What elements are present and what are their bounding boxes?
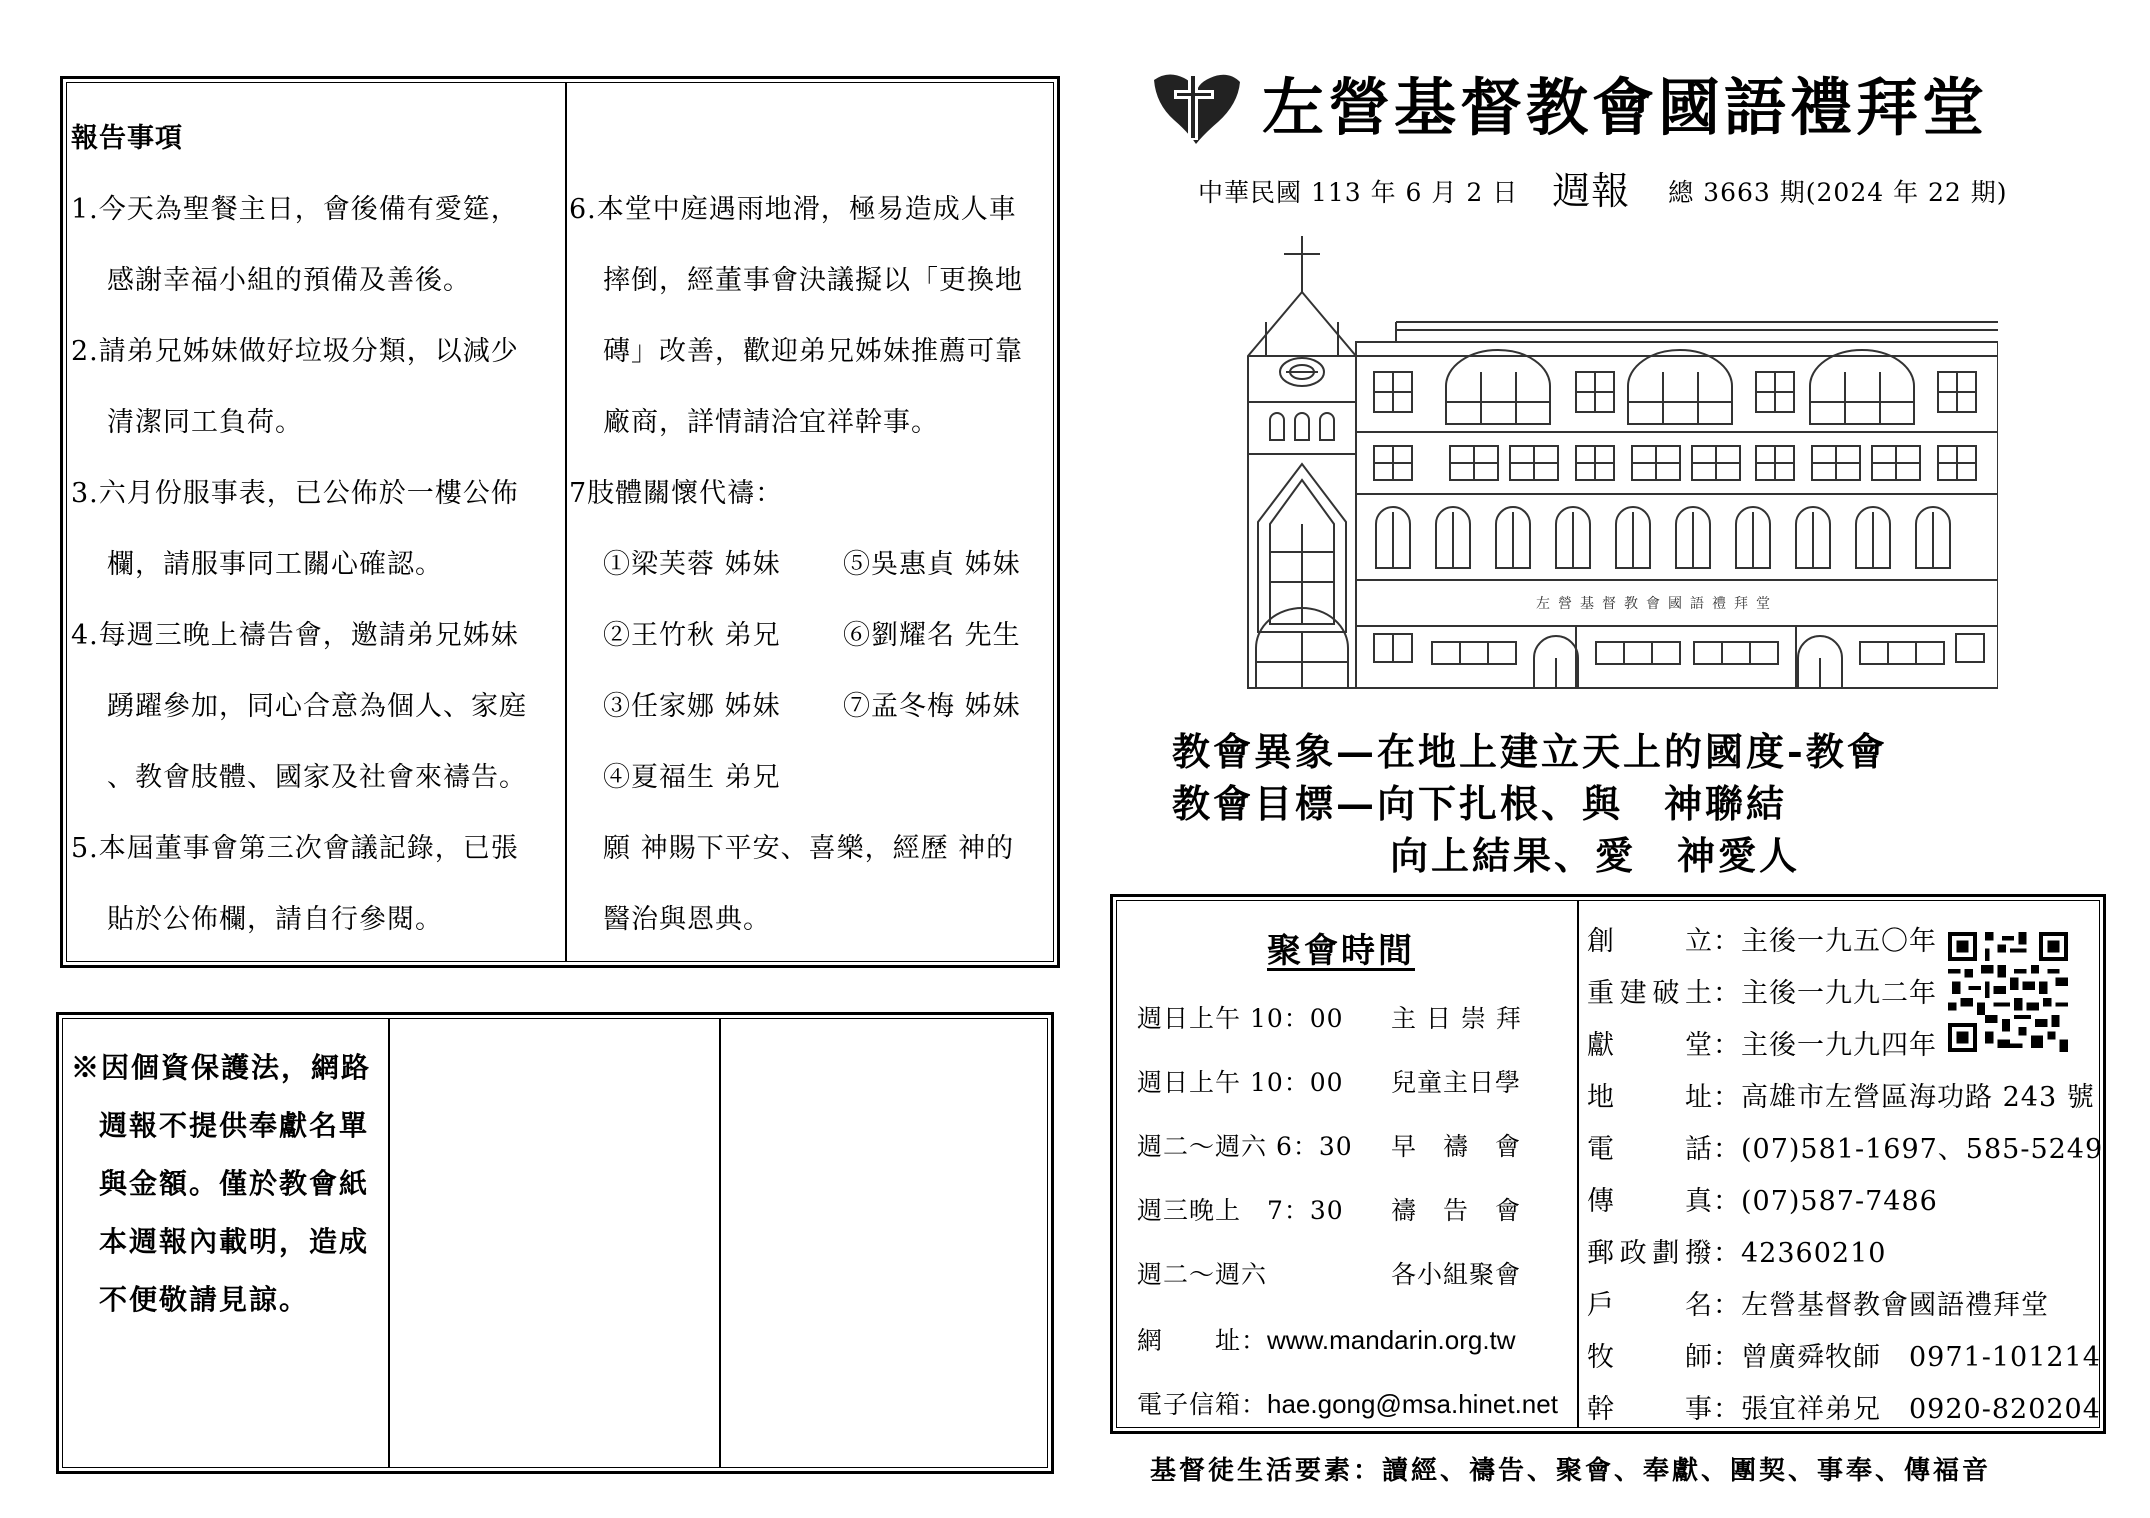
fact-label: 地址: [1587, 1082, 1713, 1113]
announcement-line: 3.六月份服事表，已公佈於一樓公佈: [71, 478, 519, 509]
announcement-line: 2.請弟兄姊妹做好垃圾分類，以減少: [71, 336, 519, 367]
fact-row: [1587, 1075, 2095, 1114]
announcement-line: 摔倒，經董事會決議擬以「更換地: [603, 265, 1023, 296]
meeting-row: [1137, 1191, 1521, 1227]
building-sign: 左營基督教會國語禮拜堂: [1536, 596, 1778, 612]
fact-row: [1587, 971, 1937, 1010]
christian-life-footer: 基督徒生活要素：讀經、禱告、聚會、奉獻、團契、事奉、傳福音: [1150, 1456, 1992, 1486]
meeting-row: [1137, 999, 1522, 1035]
prayer-name: ③任家娜 姊妹: [603, 691, 781, 722]
announcement-line: 、教會肢體、國家及社會來禱告。: [107, 762, 527, 793]
meeting-time: 週日上午 10：00: [1137, 1068, 1344, 1097]
prayer-name: ①梁芙蓉 姊妹: [603, 549, 781, 580]
fact-value: ：(07)581-1697、585-5249: [1713, 1134, 2104, 1165]
announcement-line: 4.每週三晚上禱告會，邀請弟兄姊妹: [71, 620, 519, 651]
vision-line: 教會異象—在地上建立天上的國度-教會: [1172, 729, 1888, 774]
fact-label: 幹事: [1587, 1394, 1713, 1425]
column-divider: [719, 1019, 721, 1467]
announcement-line: 7肢體關懷代禱：: [569, 478, 784, 509]
fact-row: [1587, 1387, 2101, 1426]
fact-value: ：主後一九九四年: [1713, 1030, 1937, 1061]
church-vision: [1172, 726, 1888, 882]
notice-line: 本週報內載明，造成: [99, 1225, 370, 1258]
church-logo-icon: [1148, 66, 1244, 146]
email-row: [1137, 1385, 1558, 1421]
fact-value: ：張宜祥弟兄 0920-820204: [1713, 1394, 2101, 1425]
prayer-row: [569, 600, 1023, 671]
prayer-row: [569, 529, 1023, 600]
fact-value: ：42360210: [1713, 1238, 1887, 1269]
column-divider: [388, 1019, 390, 1467]
email-link[interactable]: hae.gong@msa.hinet.net: [1267, 1389, 1558, 1419]
announcement-line: 踴躍參加，同心合意為個人、家庭: [107, 691, 527, 722]
announcement-line: 醫治與恩典。: [603, 904, 771, 935]
fact-value: ：左營基督教會國語禮拜堂: [1713, 1290, 2049, 1321]
column-divider: [565, 83, 567, 961]
fact-label: 牧師: [1587, 1342, 1713, 1373]
announcements-right-column: [569, 174, 1023, 955]
meeting-time: 週二～週六: [1137, 1260, 1268, 1289]
announcement-line: 廠商，詳情請洽宜祥幹事。: [603, 407, 939, 438]
prayer-name: ⑦孟冬梅 姊妹: [843, 691, 1021, 722]
meeting-row: [1137, 1127, 1521, 1163]
meeting-time: 週二～週六 6：30: [1137, 1132, 1353, 1161]
meeting-name: 兒童主日學: [1391, 1068, 1522, 1097]
meeting-name: 禱 告 會: [1391, 1196, 1522, 1225]
qr-code-icon[interactable]: [1948, 932, 2068, 1052]
fact-label: 創立: [1587, 926, 1713, 957]
bulletin-issue: 總 3663 期(2024 年 22 期): [1668, 178, 2008, 207]
bulletin-label: 週報: [1552, 169, 1631, 213]
church-title: 左營基督教會國語禮拜堂: [1262, 71, 1989, 144]
announcement-line: 1.今天為聖餐主日，會後備有愛筵，: [71, 194, 519, 225]
fact-row: [1587, 1023, 1937, 1062]
fact-label: 戶名: [1587, 1290, 1713, 1321]
meeting-name: 各小組聚會: [1391, 1260, 1522, 1289]
notice-line: 與金額。僅於教會紙: [99, 1167, 370, 1200]
fact-label: 電話: [1587, 1134, 1713, 1165]
website-label: 網 址：: [1137, 1326, 1268, 1355]
prayer-name: ⑥劉耀名 先生: [843, 620, 1021, 651]
meeting-times-title: 聚會時間: [1267, 931, 1415, 971]
fact-value: ：主後一九九二年: [1713, 978, 1937, 1009]
meeting-time: 週三晚上 7：30: [1137, 1196, 1344, 1225]
meeting-name: 主 日 崇 拜: [1391, 1004, 1522, 1033]
notice-line: 週報不提供奉獻名單: [99, 1109, 370, 1142]
email-label: 電子信箱：: [1137, 1390, 1268, 1419]
fact-row: [1587, 919, 1937, 958]
announcement-line: 5.本屆董事會第三次會議記錄，已張: [71, 833, 519, 864]
announcement-line: 感謝幸福小組的預備及善後。: [107, 265, 471, 296]
fact-label: 重建破土: [1587, 978, 1713, 1009]
meeting-row: [1137, 1255, 1521, 1291]
fact-row: [1587, 1335, 2101, 1374]
fact-label: 郵政劃撥: [1587, 1238, 1713, 1269]
fact-value: ：曾廣舜牧師 0971-101214: [1713, 1342, 2101, 1373]
church-building-illustration: [1236, 232, 1998, 692]
announcement-line: 6.本堂中庭遇雨地滑，極易造成人車: [569, 194, 1017, 225]
announcements-left-column: [71, 103, 527, 955]
privacy-notice-panel: [56, 1012, 1054, 1474]
fact-row: [1587, 1179, 1938, 1218]
fact-row: [1587, 1283, 2049, 1322]
meeting-name: 早 禱 會: [1391, 1132, 1522, 1161]
fact-row: [1587, 1127, 2103, 1166]
fact-value: ：高雄市左營區海功路 243 號: [1713, 1082, 2095, 1113]
fact-row: [1587, 1231, 1886, 1270]
website-row: [1137, 1321, 1516, 1357]
column-divider: [1577, 901, 1579, 1427]
meeting-row: [1137, 1063, 1521, 1099]
meeting-time: 週日上午 10：00: [1137, 1004, 1344, 1033]
notice-line: 不便敬請見諒。: [99, 1283, 310, 1316]
prayer-name: ②王竹秋 弟兄: [603, 620, 781, 651]
announcement-line: 磚」改善，歡迎弟兄姊妹推薦可靠: [603, 336, 1023, 367]
fact-label: 傳真: [1587, 1186, 1713, 1217]
privacy-notice-text: [71, 1039, 371, 1329]
goal-line: 教會目標—向下扎根、與 神聯結: [1172, 781, 1788, 826]
prayer-name: ⑤吳惠貞 姊妹: [843, 549, 1021, 580]
announcements-panel: [60, 76, 1060, 968]
goal-line: 向上結果、愛 神愛人: [1390, 833, 1801, 878]
fact-value: ：(07)587-7486: [1713, 1186, 1938, 1217]
bulletin-dateline: [1198, 160, 2008, 215]
fact-value: ：主後一九五〇年: [1713, 926, 1937, 957]
announcement-line: 清潔同工負荷。: [107, 407, 303, 438]
prayer-name: ④夏福生 弟兄: [603, 762, 781, 793]
prayer-row: [569, 671, 1023, 742]
prayer-row: [569, 742, 1023, 813]
fact-label: 獻堂: [1587, 1030, 1713, 1061]
announcement-line: 願 神賜下平安、喜樂，經歷 神的: [603, 833, 1015, 864]
announcements-heading: 報告事項: [71, 123, 183, 154]
notice-line: ※因個資保護法，網路: [71, 1051, 372, 1084]
bulletin-date: 中華民國 113 年 6 月 2 日: [1198, 178, 1519, 207]
website-link[interactable]: www.mandarin.org.tw: [1267, 1325, 1516, 1355]
announcement-line: 欄，請服事同工關心確認。: [107, 549, 443, 580]
announcement-line: 貼於公佈欄，請自行參閱。: [107, 904, 443, 935]
